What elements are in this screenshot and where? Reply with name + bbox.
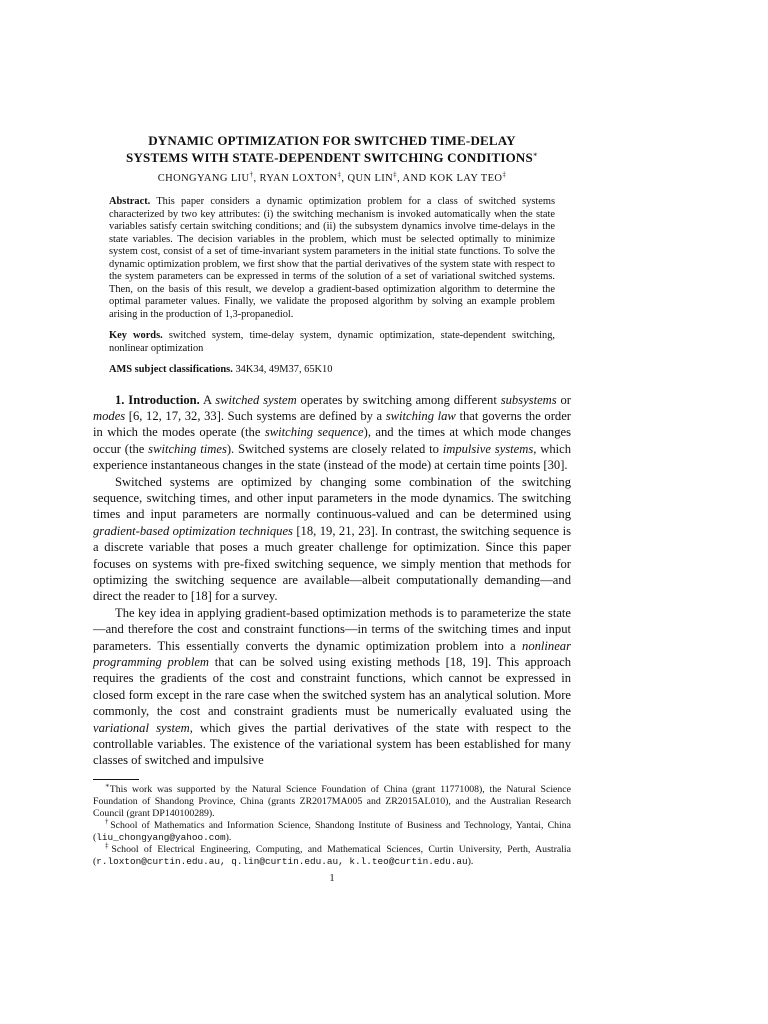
body-text: The key idea in applying gradient-based optimization methods is to parameterize the state—and therefore the cost and constraint functions—in terms of the switching times and input parameters. This essentially converts the dynamic optimization problem into a: [93, 605, 571, 653]
body-text: [6, 12, 17, 32, 33]. Such systems are defined by a: [125, 408, 386, 423]
title-footnote-mark: ∗: [532, 150, 538, 159]
body-text: Switched systems are optimized by changing some combination of the switching sequence, switching times, and other input parameters in the mode dynamics. The switching times and input parameters are normally continuous-valued and can be determined using: [93, 474, 571, 522]
intro-paragraph-1: [93, 392, 571, 474]
author-list: [93, 170, 571, 184]
footnotes: [93, 781, 572, 868]
ams-classifications: [93, 364, 571, 377]
body-text: , which experience instantaneous changes in the state (instead of the mode) at certain time points [30].: [93, 441, 572, 473]
paper-page: [93, 120, 571, 884]
emphasized-term: switching sequence: [264, 425, 364, 440]
emphasized-term: switching times: [148, 441, 227, 456]
author: CHONGYANG LIU†,: [157, 170, 260, 184]
paper-title: [93, 132, 571, 166]
footnote-affiliation-2: ‡School of Electrical Engineering, Computing, and Mathematical Sciences, Curtin University, Perth, Australia (r.loxton@curtin.edu.au, q.lin@curtin.edu.au, k.l.teo@curtin.edu.au).: [93, 841, 572, 867]
body-text: [18, 19, 21, 23]. In contrast, the switching sequence is a discrete variable that poses a much greater challenge for optimization. Since this paper focuses on systems with pre-fixed switching sequence, we simply mention that methods for optimizing the switching sequence are available—albeit computationally demanding—and direct the reader to [18] for a survey.: [93, 523, 571, 604]
abstract-label: Abstract.: [109, 196, 151, 207]
body-text: that governs the order in which the modes operate (the: [93, 408, 571, 440]
introduction-section: [93, 392, 571, 769]
footnote-affiliation-1: †School of Mathematics and Information Science, Shandong Institute of Business and Technology, Yantai, China (liu_chongyang@yahoo.com).: [93, 817, 571, 843]
body-text: , which gives the partial derivatives of the state with respect to the controllable variables. The existence of the variational system has been established for many classes of switched and impulsive: [93, 720, 571, 768]
author: KOK LAY TEO‡: [429, 170, 507, 184]
emphasized-term: gradient-based optimization techniques: [93, 523, 293, 538]
author: QUN LIN‡, AND: [347, 170, 430, 184]
emphasized-term: subsystems: [500, 392, 557, 407]
intro-paragraph-2: [93, 474, 571, 605]
emphasized-term: nonlinear programming problem: [93, 638, 571, 669]
emphasized-term: switched system: [215, 392, 297, 407]
emphasized-term: modes: [93, 408, 126, 423]
footnote-funding: ∗This work was supported by the Natural Science Foundation of China (grant 11771008), the Natural Science Foundation of Shandong Province, China (grants ZR2017MA005 and ZR2015AL010), and the Australian Research Council (grant DP140100289).: [93, 781, 571, 819]
keywords-text: switched system, time-delay system, dynamic optimization, state-dependent switching, nonlinear optimization: [109, 330, 555, 354]
author: RYAN LOXTON‡,: [259, 170, 348, 184]
abstract-text: This paper considers a dynamic optimization problem for a class of switched systems characterized by two key attributes: (i) the switching mechanism is invoked automatically when the state variables satisfy certain switching conditions; and (ii) the subsystem dynamics involve time-delays in the state variables. The decision variables in the problem, which must be selected optimally to minimize system cost, consist of a set of time-invariant system parameters in the initial state functions. To solve the dynamic optimization problem, we first show that the partial derivatives of the system state with respect to the system parameters can be expressed in terms of the solution of a set of variational switched systems. Then, on the basis of this result, we develop a gradient-based optimization algorithm to determine the optimal parameter values. Finally, we validate the proposed algorithm by solving an example problem arising in the production of 1,3-propanediol.: [109, 196, 555, 320]
emphasized-term: impulsive systems: [442, 441, 534, 456]
emphasized-term: switching law: [385, 408, 456, 423]
title-line-1: DYNAMIC OPTIMIZATION FOR SWITCHED TIME-DELAY: [148, 133, 516, 148]
keywords-label: Key words.: [109, 330, 163, 341]
ams-label: AMS subject classifications.: [109, 364, 233, 375]
title-line-2-text: SYSTEMS WITH STATE-DEPENDENT SWITCHING CONDITIONS: [126, 150, 533, 165]
page-number: 1: [329, 872, 335, 884]
intro-paragraph-3: [93, 605, 571, 769]
footnote-rule: [93, 779, 139, 780]
body-text: that can be solved using existing methods [18, 19]. This approach requires the gradients of the cost and constraint functions, which cannot be expressed in closed form except in the rare case when the switched system has an analytical solution. More commonly, the cost and constraint gradients must be numerically evaluated using the: [93, 655, 571, 719]
body-text: operates by switching among different: [296, 392, 501, 407]
body-text: A: [202, 392, 216, 407]
email-link[interactable]: liu_chongyang@yahoo.com: [96, 831, 226, 843]
body-text: ), and the times at which mode changes occur (the: [93, 425, 571, 456]
body-text: ). Switched systems are closely related to: [226, 441, 443, 456]
title-line-2: [93, 149, 571, 166]
email-link[interactable]: r.loxton@curtin.edu.au, q.lin@curtin.edu.au, k.l.teo@curtin.edu.au: [96, 855, 468, 867]
ams-text: 34K34, 49M37, 65K10: [235, 364, 333, 375]
emphasized-term: variational system: [93, 720, 190, 735]
body-text: or: [556, 392, 572, 407]
section-heading: 1. Introduction.: [115, 392, 200, 407]
abstract: [93, 196, 571, 321]
keywords: [93, 330, 571, 355]
